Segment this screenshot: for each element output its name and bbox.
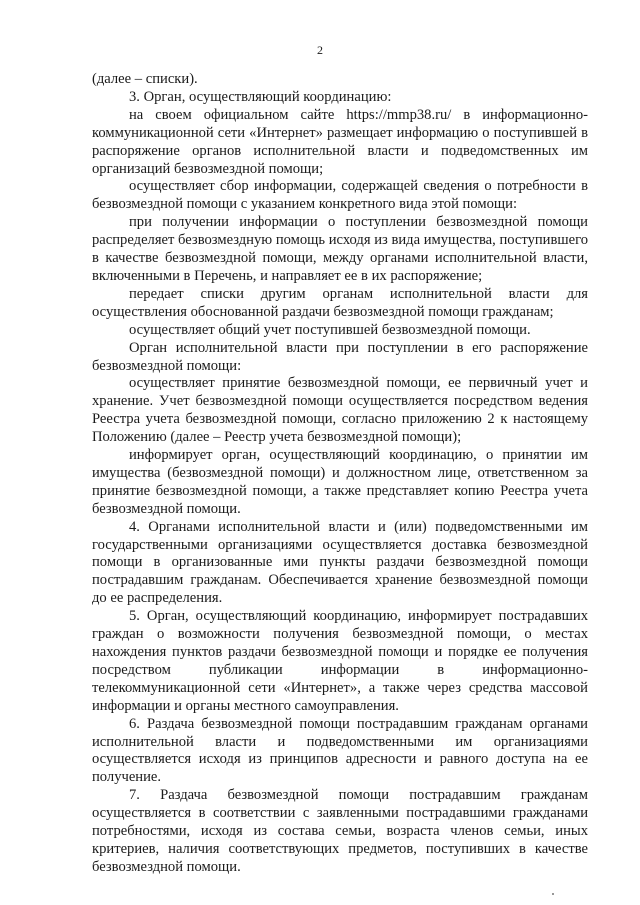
document-body bbox=[92, 71, 588, 877]
paragraph-transfer-lists: передает списки другим органам исполнительной власти для осуществления обоснованной раздачи безвозмездной помощи гражданам; bbox=[92, 285, 588, 320]
paragraph-item-5: 5. Орган, осуществляющий координацию, информирует пострадавших граждан о возможности получения безвозмездной помощи, о местах нахождения пунктов раздачи безвозмездной помощи и порядке ее получения посредством публикации информации в информационно-телекоммуникационной сети «Интернет», а также через средства массовой информации и органы местного самоуправления. bbox=[92, 608, 588, 714]
paragraph-executive-body: Орган исполнительной власти при поступлении в его распоряжение безвозмездной помощи: bbox=[92, 339, 588, 374]
paragraph-acceptance-storage: осуществляет принятие безвозмездной помощи, ее первичный учет и хранение. Учет безвозмездной помощи осуществляется посредством ведения Реестра учета безвозмездной помощи, согласно приложению 2 к настоящему Положению (далее – Реестр учета безвозмездной помощи); bbox=[92, 375, 588, 446]
paragraph-official-site: на своем официальном сайте https://mmp38.ru/ в информационно-коммуникационной сети «Интернет» размещает информацию о поступившей в распоряжение органов исполнительной власти и подведомственных им организаций безвозмездной помощи; bbox=[92, 106, 588, 177]
paragraph-item-3-heading: 3. Орган, осуществляющий координацию: bbox=[129, 88, 392, 105]
paragraph-item-7: 7. Раздача безвозмездной помощи пострадавшим гражданам осуществляется в соответствии с заявленными пострадавшими гражданами потребностями, исходя из состава семьи, возраста членов семьи, иных критериев, наличия соответствующих предметов, поступивших в качестве безвозмездной помощи. bbox=[92, 787, 588, 875]
page-number: 2 bbox=[317, 43, 323, 57]
scan-dot bbox=[552, 893, 554, 895]
paragraph-continuation: (далее – списки). bbox=[92, 71, 198, 87]
paragraph-collect-info: осуществляет сбор информации, содержащей сведения о потребности в безвозмездной помощи с указанием конкретного вида этой помощи: bbox=[92, 178, 588, 213]
paragraph-informs-coordinator: информирует орган, осуществляющий координацию, о принятии им имущества (безвозмездной помощи) и должностном лице, ответственном за принятие безвозмездной помощи, а также представляет копию Реестра учета безвозмездной помощи. bbox=[92, 447, 588, 517]
paragraph-general-accounting: осуществляет общий учет поступившей безвозмездной помощи. bbox=[129, 321, 531, 338]
paragraph-item-4: 4. Органами исполнительной власти и (или) подведомственными им государственными организациями осуществляется доставка безвозмездной помощи в организованные ими пункты раздачи безвозмездной помощи пострадавшим гражданам. Обеспечивается хранение безвозмездной помощи до ее распределения. bbox=[92, 518, 588, 607]
paragraph-item-6: 6. Раздача безвозмездной помощи пострадавшим гражданам органами исполнительной власти и подведомственными им организациями осуществляется исходя из принципов адресности и равного доступа на ее получение. bbox=[92, 715, 588, 786]
paragraph-distribute-aid: при получении информации о поступлении безвозмездной помощи распределяет безвозмездную помощь исходя из вида имущества, поступившего в качестве безвозмездной помощи, между органами исполнительной власти, включенными в Перечень, и направляет ее в их распоряжение; bbox=[92, 214, 589, 284]
